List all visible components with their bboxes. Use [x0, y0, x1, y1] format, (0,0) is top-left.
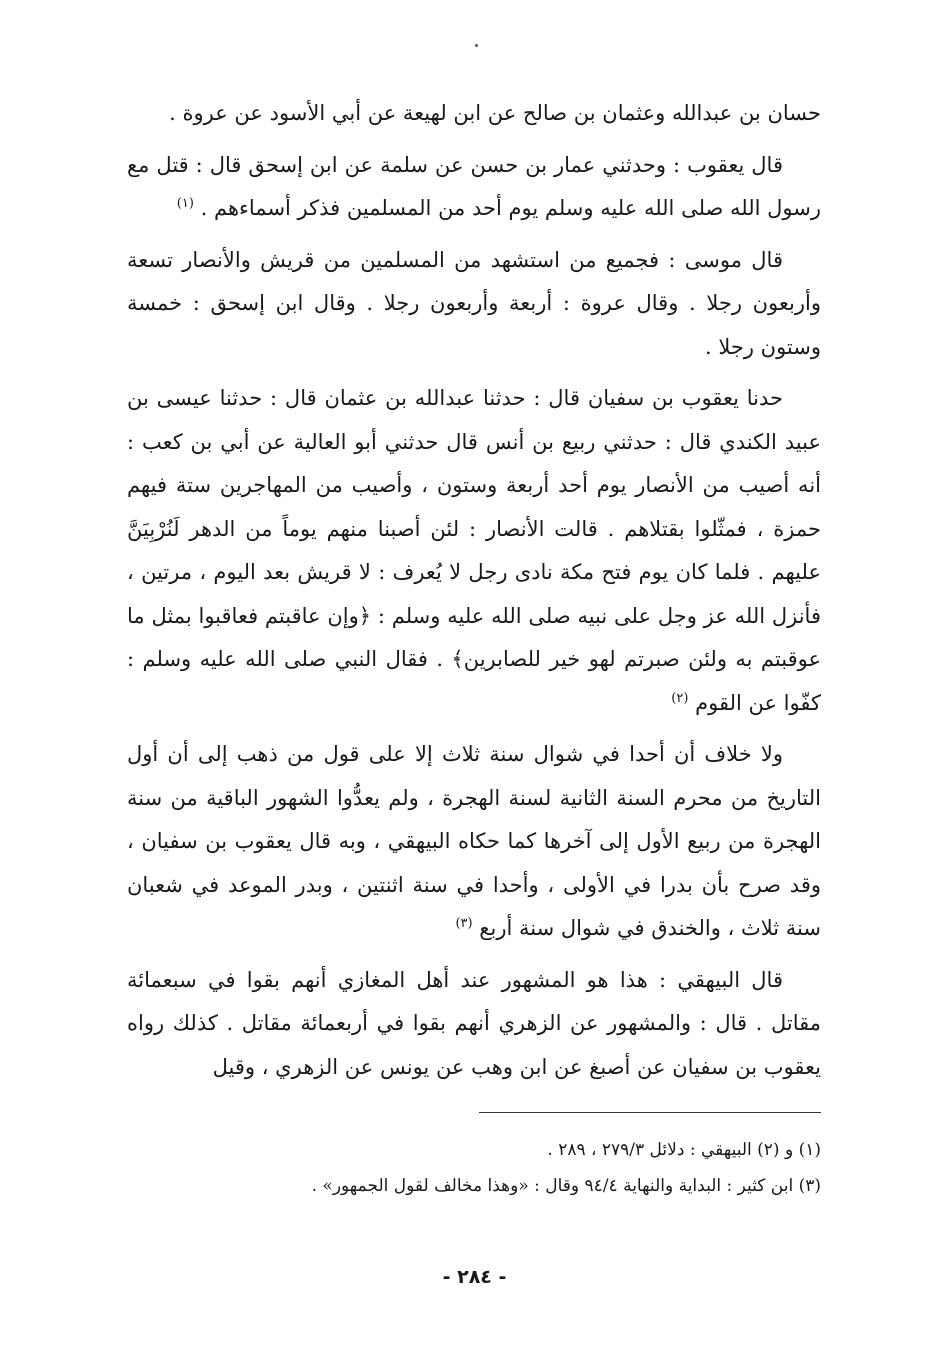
paragraph-3: قال موسى : فجميع من استشهد من المسلمين من قريش والأنصار تسعة وأربعون رجلا . وقال عروة : أربعة وأربعون رجلا . وقال ابن إسحق : خمسة وستون رجلا .: [127, 247, 821, 359]
footnote-divider: [479, 1112, 821, 1113]
paragraph-2: قال يعقوب : وحدثني عمار بن حسن عن سلمة عن ابن إسحق قال : قتل مع رسول الله صلى الله عليه وسلم يوم أحد من المسلمين فذكر أسماءهم . $^{(١)}$: [127, 152, 821, 220]
footnote-ref-2: (٢): [671, 690, 689, 706]
paragraph-6: قال البيهقي : هذا هو المشهور عند أهل المغازي أنهم بقوا في سبعمائة مقاتل . قال : والمشهور عن الزهري أنهم بقوا في أربعمائة مقاتل . كذلك رواه يعقوب بن سفيان عن أصبغ عن ابن وهب عن يونس عن الزهري ، وقيل: [127, 967, 821, 1079]
footnote-ref-1: (١): [176, 196, 194, 211]
footnote-1: (١) و (٢) البيهقي : دلائل ٢٧٩/٣ ، ٢٨٩ .: [547, 1140, 821, 1160]
paragraph-4: حدنا يعقوب بن سفيان قال : حدثنا عبدالله بن عثمان قال : حدثنا عيسى بن عبيد الكندي قال : حدثني ربيع بن أنس قال حدثني أبو العالية عن أبي بن كعب : أنه أصيب من الأنصار يوم أحد أربعة وستون ، وأصيب من المهاجرين ستة فيهم حمزة ، فمثّلوا بقتلاهم . قالت الأنصار : لئن أصبنا منهم يوماً من الدهر لَنُرْبِيَنَّ عليهم . فلما كان يوم فتح مكة نادى رجل لا يُعرف : لا قريش بعد اليوم ، مرتين ، فأنزل الله عز وجل على نبيه صلى الله عليه وسلم : ﴿وإن عاقبتم فعاقبوا بمثل ما عوقبتم به ولئن صبرتم لهو خير للصابرين﴾ . فقال النبي صلى الله عليه وسلم : كفّوا عن القوم $^{(٢)}$: [127, 386, 821, 715]
main-text: [127, 92, 821, 1097]
page-number: - ٢٨٤ -: [442, 1266, 507, 1288]
footnotes: [127, 1132, 821, 1204]
paragraph-5: ولا خلاف أن أحدا في شوال سنة ثلاث إلا على قول من ذهب إلى أن أول التاريخ من محرم السنة الثانية لسنة الهجرة ، ولم يعدُّوا الشهور الباقية من سنة الهجرة من ربيع الأول إلى آخرها كما حكاه البيهقي ، وبه قال يعقوب بن سفيان ، وقد صرح بأن بدرا في الأولى ، وأحدا في سنة اثنتين ، وبدر الموعد في شعبان سنة ثلاث ، والخندق في شوال سنة أربع $^{(٣)}$: [127, 742, 821, 940]
paragraph-1: حسان بن عبدالله وعثمان بن صالح عن ابن لهيعة عن أبي الأسود عن عروة .: [169, 101, 821, 125]
footnote-2: (٣) ابن كثير : البداية والنهاية ٩٤/٤ وقال : «وهذا مخالف لقول الجمهور» .: [311, 1176, 821, 1196]
footnote-ref-3: (٣): [455, 916, 473, 931]
scan-speck: [475, 44, 478, 47]
